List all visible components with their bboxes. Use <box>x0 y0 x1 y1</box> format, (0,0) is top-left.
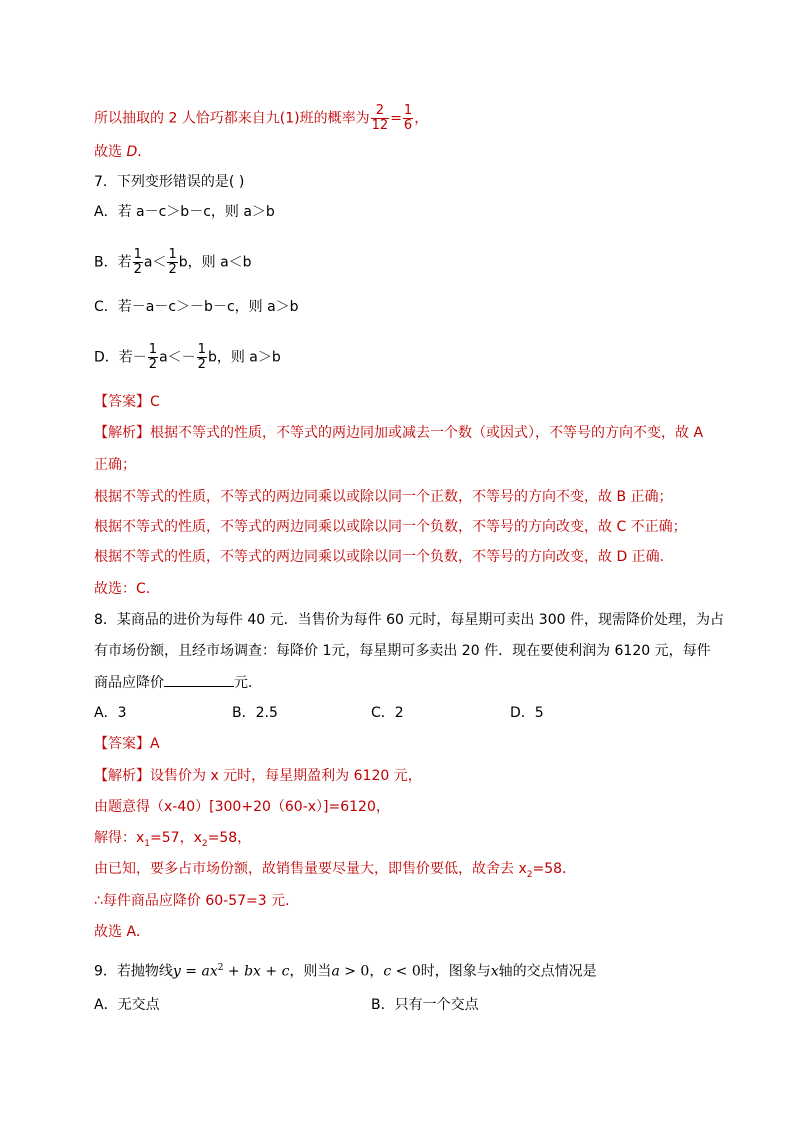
answer-blank <box>164 672 234 687</box>
q7-answer: 【答案】C <box>94 394 160 410</box>
q8-stem-3 <box>94 672 262 693</box>
q9-option-b: B．只有一个交点 <box>371 997 479 1013</box>
math-op: > 0 <box>339 963 370 980</box>
q8-stem-1: 8．某商品的进价为每件 40 元．当售价为每件 60 元时，每星期可卖出 300 件，现需降价处理，为占 <box>94 612 724 628</box>
b-mid: a＜ <box>143 254 167 271</box>
d-end: b，则 a＞b <box>207 349 281 366</box>
text: =58， <box>207 830 252 846</box>
q8-analysis-4 <box>94 859 576 885</box>
choose-prefix: 故选 <box>94 144 127 160</box>
fraction-half: $\frac{1}{2}$ <box>148 342 158 372</box>
choose-d-line <box>94 142 151 162</box>
text: 由已知，要多占市场份额，故销售量要尽量大，即售价要低，故舍去 x <box>94 861 527 877</box>
q8-option-a: A．3 <box>94 705 127 721</box>
punct: ， <box>414 110 429 127</box>
q8-option-d: D．5 <box>510 705 544 721</box>
stem-end: 元． <box>234 675 262 691</box>
math-var: x <box>490 963 499 980</box>
fraction-1-6: $\frac{1}{6}$ <box>403 103 413 133</box>
text: =58． <box>532 861 577 877</box>
probability-text: 所以抽取的 2 人恰巧都来自九(1)班的概率为 <box>94 110 370 127</box>
subscript: 1 <box>144 838 151 849</box>
fraction-half: $\frac{1}{2}$ <box>197 342 206 372</box>
math-op: = <box>180 963 202 980</box>
q8-option-b: B．2.5 <box>232 705 278 721</box>
equals-sign: = <box>390 110 402 127</box>
q7-analysis-5: 根据不等式的性质，不等式的两边同乘以或除以同一个负数，不等号的方向改变，故 D 正确. <box>94 549 665 565</box>
text: 轴的交点情况是 <box>498 963 597 980</box>
math-var: a <box>331 963 340 980</box>
q7-analysis-3: 根据不等式的性质，不等式的两边同乘以或除以同一个正数，不等号的方向不变，故 B 正确； <box>94 489 673 505</box>
q8-analysis-3 <box>94 828 251 854</box>
q8-analysis-2: 由题意得（x-40）[300+20（60-x）]=6120， <box>94 799 390 815</box>
probability-line <box>94 104 428 133</box>
choose-end: ． <box>137 144 152 160</box>
text: 9．若抛物线 <box>94 963 173 980</box>
fraction-half: $\frac{1}{2}$ <box>168 247 177 277</box>
q7-stem: 7．下列变形错误的是( ) <box>94 174 245 190</box>
q7-option-b <box>94 248 252 277</box>
q9-stem <box>94 958 597 982</box>
q8-stem-2: 有市场份额，且经市场调查：每降价 1元，每星期可多卖出 20 件．现在要使利润为 6120 元，每件 <box>94 643 711 659</box>
math-sup: 2 <box>217 963 224 973</box>
b-prefix: B．若 <box>94 254 132 271</box>
q7-option-a: A．若 a－c＞b－c，则 a＞b <box>94 204 275 220</box>
q8-choose: 故选 A． <box>94 924 151 940</box>
q8-analysis-5: ∴每件商品应降价 60-57=3 元． <box>94 893 300 909</box>
q7-option-d <box>94 343 281 372</box>
math-op: < 0 <box>391 963 421 980</box>
text: ， <box>369 963 384 980</box>
text: 解得：x <box>94 830 145 846</box>
fraction-2-12: $\frac{2}{12}$ <box>371 103 389 133</box>
fraction-half: $\frac{1}{2}$ <box>133 247 142 277</box>
math-var: y <box>172 963 181 980</box>
text: =57，x <box>150 830 202 846</box>
text: 时，图象与 <box>420 963 491 980</box>
stem-text: 商品应降价 <box>94 675 164 691</box>
b-end: b，则 a＜b <box>178 254 252 271</box>
subscript: 2 <box>526 869 533 880</box>
q9-option-a: A．无交点 <box>94 997 160 1013</box>
q8-analysis-1: 【解析】设售价为 x 元时，每星期盈利为 6120 元， <box>94 768 422 784</box>
q7-option-c: C．若－a－c＞－b－c，则 a＞b <box>94 299 299 315</box>
q8-option-c: C．2 <box>371 705 404 721</box>
choose-letter: D <box>126 144 138 160</box>
math-var: ax <box>201 963 218 980</box>
q7-choose: 故选：C. <box>94 581 151 597</box>
q7-analysis-2: 正确； <box>94 457 136 473</box>
math-var: c <box>383 963 392 980</box>
q7-analysis-4: 根据不等式的性质，不等式的两边同乘以或除以同一个负数，不等号的方向改变，故 C 不正确； <box>94 519 687 535</box>
math-var: + bx + c <box>223 963 290 980</box>
q8-answer: 【答案】A <box>94 736 160 752</box>
subscript: 2 <box>201 838 208 849</box>
text: ，则当 <box>289 963 332 980</box>
d-prefix: D．若－ <box>94 349 147 366</box>
d-mid: a＜－ <box>159 349 196 366</box>
q7-analysis-1: 【解析】根据不等式的性质，不等式的两边同加或减去一个数（或因式），不等号的方向不变，故 A <box>94 425 704 441</box>
